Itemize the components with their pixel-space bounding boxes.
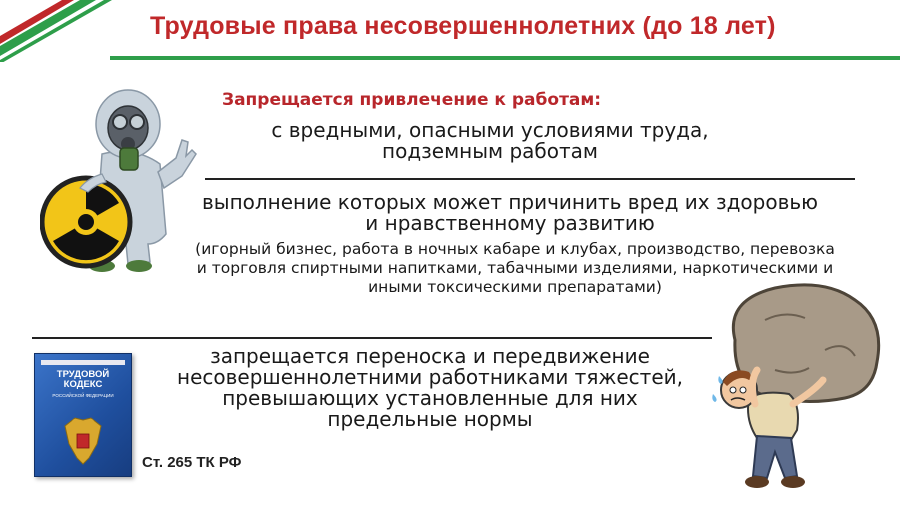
book-strip xyxy=(41,360,125,365)
coat-of-arms-icon xyxy=(61,414,105,468)
header-divider xyxy=(110,56,900,60)
item-harm-details: (игорный бизнес, работа в ночных кабаре и клубах, производство, перевозка и торговля спиртными напитками, табачными изделиями, наркотическими и иными токсическими препаратами) xyxy=(195,240,835,296)
divider-2 xyxy=(32,337,712,339)
divider-1 xyxy=(205,178,855,180)
item-harm-to-health: выполнение которых может причинить вред их здоровью и нравственному развитию xyxy=(202,190,818,235)
book-title: ТРУДОВОЙ КОДЕКС xyxy=(56,369,110,390)
prohibition-heading: Запрещается привлечение к работам: xyxy=(222,90,602,110)
page-title: Трудовые права несовершеннолетних (до 18 лет) xyxy=(150,12,776,40)
article-reference: Ст. 265 ТК РФ xyxy=(142,454,242,471)
item-heavy-loads: запрещается переноска и передвижение несовершеннолетними работниками тяжестей, превышающих установленные для них предельные нормы xyxy=(177,344,683,431)
man-carrying-boulder-icon xyxy=(705,280,890,495)
corner-stripes xyxy=(0,0,130,62)
labor-code-book-icon xyxy=(34,353,132,477)
book-subtitle: РОССИЙСКОЙ ФЕДЕРАЦИИ xyxy=(52,393,114,398)
hazmat-figure-icon xyxy=(40,84,200,274)
item-hazardous-conditions: с вредными, опасными условиями труда, подземным работам xyxy=(271,118,709,163)
